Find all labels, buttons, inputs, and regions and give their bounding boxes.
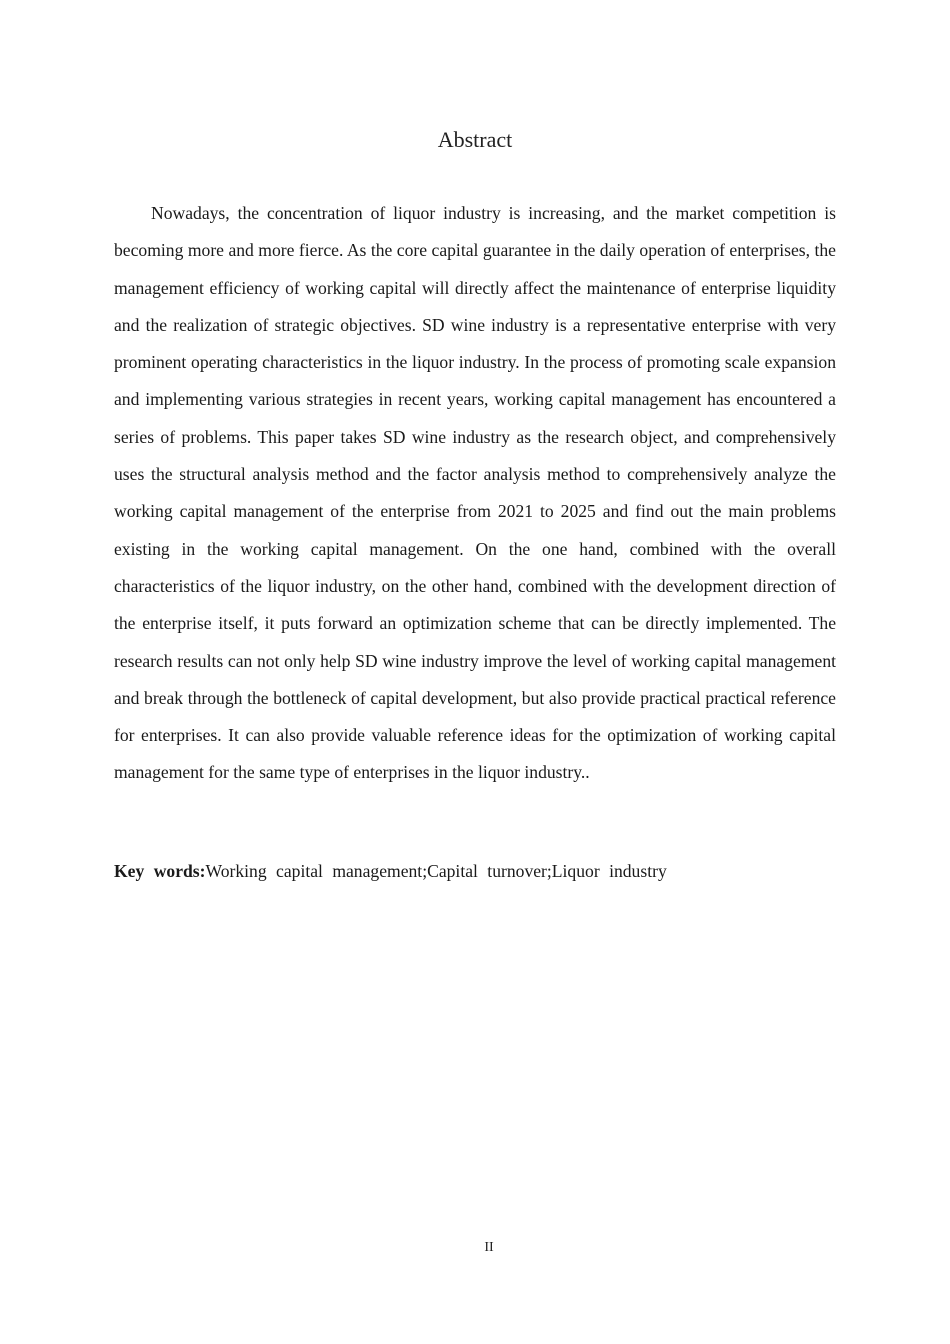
keywords-line	[114, 856, 836, 886]
keywords-value: Working capital management;Capital turnover;Liquor industry	[205, 861, 667, 881]
abstract-paragraph: Nowadays, the concentration of liquor industry is increasing, and the market competition is becoming more and more fierce. As the core capital guarantee in the daily operation of enterprises, the management efficiency of working capital will directly affect the maintenance of enterprise liquidity and the realization of strategic objectives. SD wine industry is a representative enterprise with very prominent operating characteristics in the liquor industry. In the process of promoting scale expansion and implementing various strategies in recent years, working capital management has encountered a series of problems. This paper takes SD wine industry as the research object, and comprehensively uses the structural analysis method and the factor analysis method to comprehensively analyze the working capital management of the enterprise from 2021 to 2025 and find out the main problems existing in the working capital management. On the one hand, combined with the overall characteristics of the liquor industry, on the other hand, combined with the development direction of the enterprise itself, it puts forward an optimization scheme that can be directly implemented. The research results can not only help SD wine industry improve the level of working capital management and break through the bottleneck of capital development, but also provide practical practical reference for enterprises. It can also provide valuable reference ideas for the optimization of working capital management for the same type of enterprises in the liquor industry..	[114, 203, 836, 783]
keywords-label: Key words:	[114, 861, 206, 881]
page-number: II	[484, 1240, 494, 1255]
page-title: Abstract	[437, 127, 513, 152]
